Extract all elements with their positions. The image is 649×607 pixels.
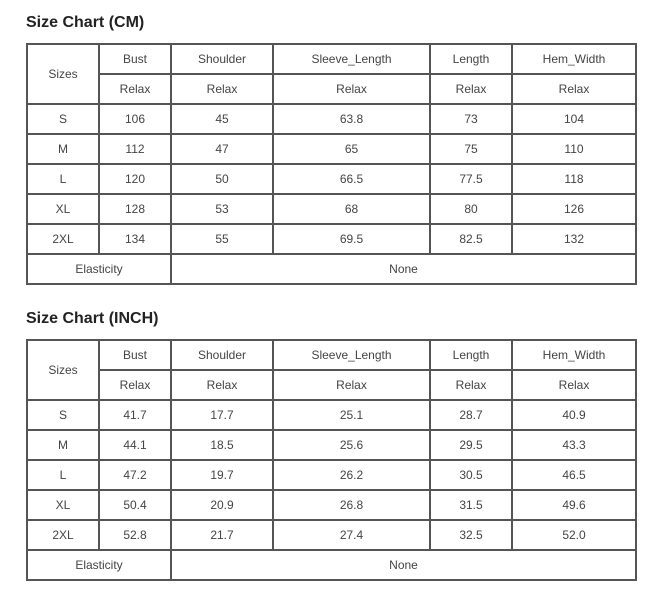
value-cell: 26.8 (273, 490, 430, 520)
value-cell: 28.7 (430, 400, 512, 430)
elasticity-label: Elasticity (27, 254, 171, 284)
value-cell: 66.5 (273, 164, 430, 194)
value-cell: 43.3 (512, 430, 636, 460)
size-cell: 2XL (27, 520, 99, 550)
table-row (27, 104, 636, 134)
column-header: Bust (99, 44, 171, 74)
subheader-row (27, 370, 636, 400)
value-cell: 106 (99, 104, 171, 134)
value-cell: 50.4 (99, 490, 171, 520)
table-row (27, 224, 636, 254)
value-cell: 25.1 (273, 400, 430, 430)
sizes-header: Sizes (27, 340, 99, 400)
column-subheader: Relax (430, 370, 512, 400)
value-cell: 65 (273, 134, 430, 164)
table-row (27, 164, 636, 194)
column-subheader: Relax (99, 74, 171, 104)
size-cell: L (27, 164, 99, 194)
value-cell: 104 (512, 104, 636, 134)
value-cell: 21.7 (171, 520, 273, 550)
value-cell: 49.6 (512, 490, 636, 520)
value-cell: 20.9 (171, 490, 273, 520)
elasticity-label: Elasticity (27, 550, 171, 580)
value-cell: 132 (512, 224, 636, 254)
value-cell: 110 (512, 134, 636, 164)
value-cell: 75 (430, 134, 512, 164)
value-cell: 19.7 (171, 460, 273, 490)
value-cell: 68 (273, 194, 430, 224)
value-cell: 118 (512, 164, 636, 194)
value-cell: 26.2 (273, 460, 430, 490)
table-row (27, 430, 636, 460)
table-row (27, 490, 636, 520)
value-cell: 73 (430, 104, 512, 134)
table-row (27, 520, 636, 550)
header-row (27, 340, 636, 370)
size-chart-cm-table (26, 43, 637, 285)
column-subheader: Relax (512, 74, 636, 104)
value-cell: 46.5 (512, 460, 636, 490)
column-header: Hem_Width (512, 340, 636, 370)
value-cell: 47.2 (99, 460, 171, 490)
value-cell: 17.7 (171, 400, 273, 430)
size-cell: M (27, 430, 99, 460)
value-cell: 134 (99, 224, 171, 254)
size-cell: S (27, 104, 99, 134)
table-row (27, 460, 636, 490)
value-cell: 45 (171, 104, 273, 134)
column-header: Shoulder (171, 340, 273, 370)
value-cell: 126 (512, 194, 636, 224)
size-cell: L (27, 460, 99, 490)
value-cell: 25.6 (273, 430, 430, 460)
column-header: Sleeve_Length (273, 44, 430, 74)
column-subheader: Relax (273, 74, 430, 104)
column-subheader: Relax (430, 74, 512, 104)
size-cell: 2XL (27, 224, 99, 254)
value-cell: 55 (171, 224, 273, 254)
footer-row (27, 254, 636, 284)
value-cell: 18.5 (171, 430, 273, 460)
column-header: Sleeve_Length (273, 340, 430, 370)
value-cell: 44.1 (99, 430, 171, 460)
column-header: Hem_Width (512, 44, 636, 74)
size-chart-cm-title: Size Chart (CM) (26, 14, 145, 31)
column-header: Shoulder (171, 44, 273, 74)
column-subheader: Relax (512, 370, 636, 400)
column-subheader: Relax (171, 74, 273, 104)
value-cell: 120 (99, 164, 171, 194)
value-cell: 69.5 (273, 224, 430, 254)
column-header: Length (430, 44, 512, 74)
value-cell: 40.9 (512, 400, 636, 430)
sizes-header: Sizes (27, 44, 99, 104)
size-cell: S (27, 400, 99, 430)
size-chart-inch-table (26, 339, 637, 581)
value-cell: 82.5 (430, 224, 512, 254)
elasticity-value: None (171, 550, 636, 580)
column-subheader: Relax (99, 370, 171, 400)
value-cell: 52.0 (512, 520, 636, 550)
size-cell: XL (27, 194, 99, 224)
size-cell: XL (27, 490, 99, 520)
size-cell: M (27, 134, 99, 164)
column-header: Length (430, 340, 512, 370)
value-cell: 50 (171, 164, 273, 194)
footer-row (27, 550, 636, 580)
value-cell: 29.5 (430, 430, 512, 460)
value-cell: 128 (99, 194, 171, 224)
column-subheader: Relax (273, 370, 430, 400)
value-cell: 47 (171, 134, 273, 164)
header-row (27, 44, 636, 74)
table-row (27, 194, 636, 224)
value-cell: 27.4 (273, 520, 430, 550)
value-cell: 112 (99, 134, 171, 164)
value-cell: 77.5 (430, 164, 512, 194)
value-cell: 30.5 (430, 460, 512, 490)
value-cell: 32.5 (430, 520, 512, 550)
value-cell: 41.7 (99, 400, 171, 430)
value-cell: 63.8 (273, 104, 430, 134)
table-row (27, 400, 636, 430)
table-row (27, 134, 636, 164)
subheader-row (27, 74, 636, 104)
column-header: Bust (99, 340, 171, 370)
value-cell: 80 (430, 194, 512, 224)
value-cell: 52.8 (99, 520, 171, 550)
size-chart-inch-title: Size Chart (INCH) (26, 310, 159, 327)
value-cell: 53 (171, 194, 273, 224)
column-subheader: Relax (171, 370, 273, 400)
elasticity-value: None (171, 254, 636, 284)
value-cell: 31.5 (430, 490, 512, 520)
